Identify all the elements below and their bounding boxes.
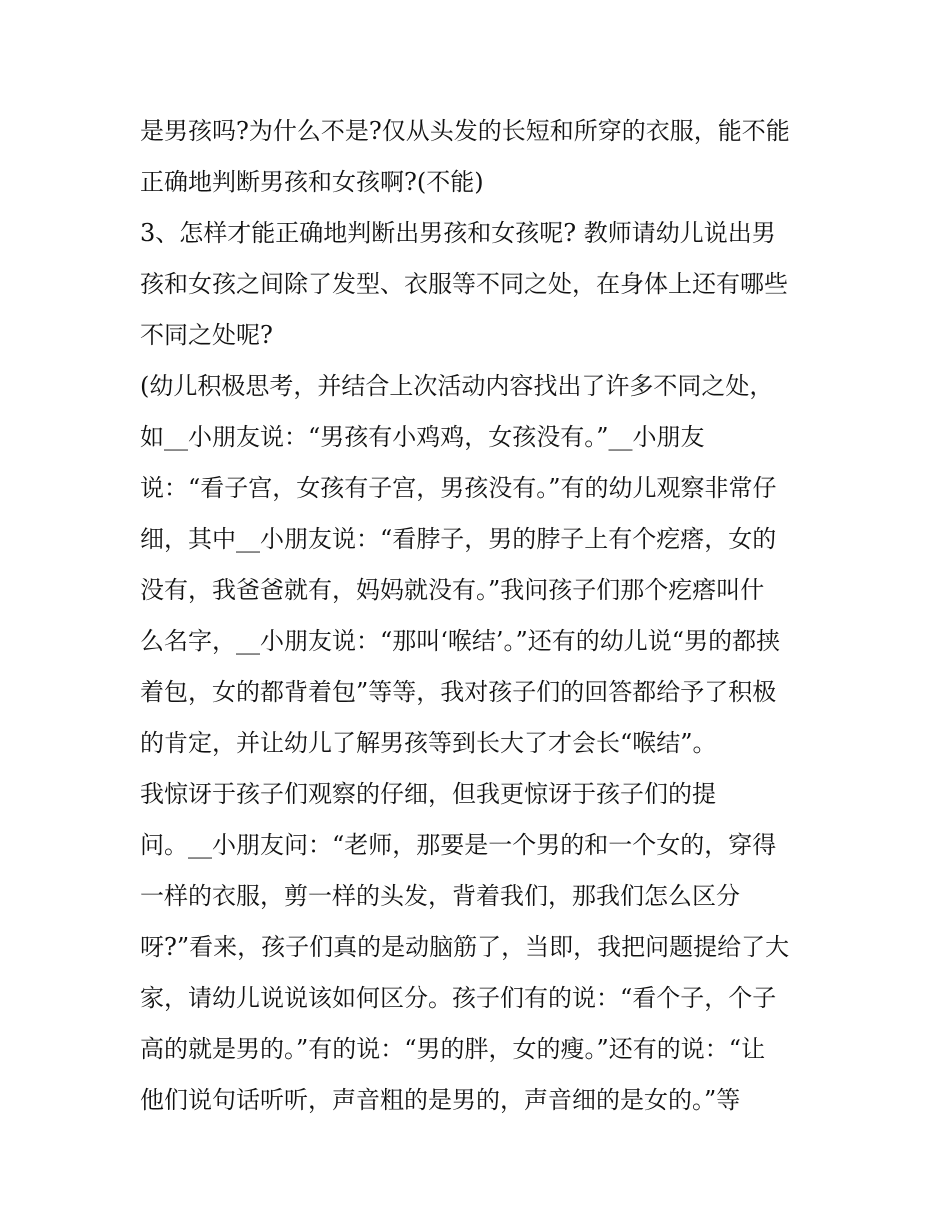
text-line-4: 孩和女孩之间除了发型、衣服等不同之处，在身体上还有哪些 <box>140 270 788 298</box>
text-line-11: 么名字，__小朋友说：“那叫‘喉结’。”还有的幼儿说“男的都挟 <box>140 627 781 655</box>
text-line-19: 高的就是男的。”有的说：“男的胖，女的瘦。”还有的说：“让 <box>140 1035 766 1063</box>
text-line-14: 我惊讶于孩子们观察的仔细，但我更惊讶于孩子们的提 <box>140 780 716 808</box>
text-line-20: 他们说句话听听，声音粗的是男的，声音细的是女的。”等 <box>140 1086 741 1114</box>
text-line-17: 呀?”看来，孩子们真的是动脑筋了，当即，我把问题提给了大 <box>140 933 790 961</box>
document-body <box>140 106 830 1126</box>
text-line-18: 家，请幼儿说说该如何区分。孩子们有的说：“看个子，个子 <box>140 984 777 1012</box>
text-line-2: 正确地判断男孩和女孩啊?(不能) <box>140 168 484 196</box>
text-line-8: 说：“看子宫，女孩有子宫，男孩没有。”有的幼儿观察非常仔 <box>140 474 777 502</box>
text-line-7: 如__小朋友说：“男孩有小鸡鸡，女孩没有。”__小朋友 <box>140 423 705 451</box>
text-line-9: 细，其中__小朋友说：“看脖子，男的脖子上有个疙瘩，女的 <box>140 525 777 553</box>
text-line-16: 一样的衣服，剪一样的头发，背着我们，那我们怎么区分 <box>140 882 740 910</box>
text-line-13: 的肯定，并让幼儿了解男孩等到长大了才会长“喉结”。 <box>140 729 717 757</box>
text-line-5: 不同之处呢? <box>140 321 273 349</box>
text-line-6: (幼儿积极思考，并结合上次活动内容找出了许多不同之处， <box>140 372 774 400</box>
text-line-1: 是男孩吗?为什么不是?仅从头发的长短和所穿的衣服，能不能 <box>140 117 790 145</box>
text-line-12: 着包，女的都背着包”等等，我对孩子们的回答都给予了积极 <box>140 678 777 706</box>
text-line-15: 问。__小朋友问：“老师，那要是一个男的和一个女的，穿得 <box>140 831 777 859</box>
text-line-3: 3、怎样才能正确地判断出男孩和女孩呢? 教师请幼儿说出男 <box>140 219 776 247</box>
text-line-10: 没有，我爸爸就有，妈妈就没有。”我问孩子们那个疙瘩叫什 <box>140 576 765 604</box>
